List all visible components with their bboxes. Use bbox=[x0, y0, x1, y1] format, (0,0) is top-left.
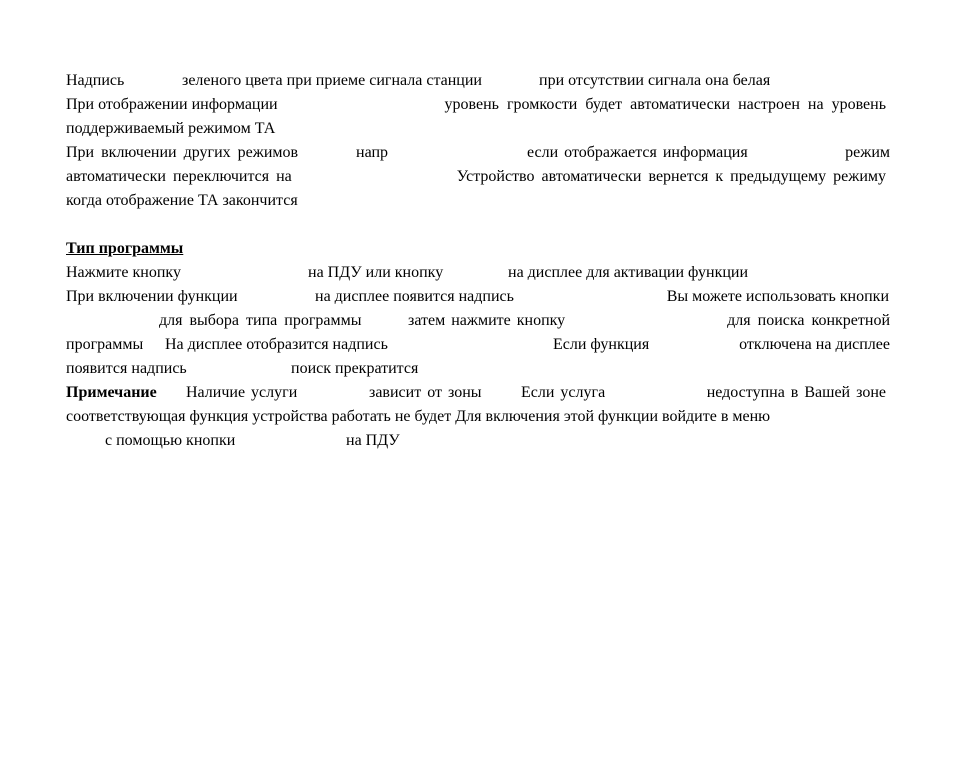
ta-line-4-a: При включении других режимов bbox=[66, 144, 299, 161]
ta-line-3: поддерживаемый режимом ТА bbox=[66, 120, 276, 137]
pty-line-3-c: для поиска конкретной bbox=[727, 312, 890, 329]
note-line-2: соответствующая функция устройства работать не будет Для включения этой функции войдите в меню bbox=[66, 408, 771, 425]
ta-line-1-b: зеленого цвета при приеме сигнала станции bbox=[182, 72, 482, 89]
ta-line-4-d: режим bbox=[845, 144, 890, 161]
pty-line-4 bbox=[66, 335, 890, 355]
ta-line-4-c: если отображается информация bbox=[527, 144, 748, 161]
pty-line-4-d: отключена на дисплее bbox=[739, 336, 890, 353]
ta-line-1-a: Надпись bbox=[66, 72, 125, 89]
pty-line-3 bbox=[66, 311, 890, 331]
ta-line-2-b: уровень громкости будет автоматически настроен на уровень bbox=[444, 96, 886, 113]
ta-line-4 bbox=[66, 143, 890, 163]
pty-line-2-a: При включении функции bbox=[66, 288, 238, 305]
pty-line-1-a: Нажмите кнопку bbox=[66, 264, 181, 281]
pty-line-2-b: на дисплее появится надпись bbox=[315, 288, 514, 305]
pty-line-2-c: Вы можете использовать кнопки bbox=[666, 288, 889, 305]
note-line-1-c: Если услуга bbox=[521, 384, 606, 401]
ta-line-1-c: при отсутствии сигнала она белая bbox=[539, 72, 771, 89]
note-line-3-a: с помощью кнопки bbox=[105, 432, 236, 449]
note-label: Примечание bbox=[66, 384, 157, 401]
pty-line-3-a: для выбора типа программы bbox=[159, 312, 362, 329]
note-line-1 bbox=[66, 383, 890, 403]
note-line-1-a: Наличие услуги bbox=[186, 384, 298, 401]
section-heading-pty: Тип программы bbox=[66, 240, 184, 257]
ta-line-6: когда отображение ТА закончится bbox=[66, 192, 298, 209]
pty-line-4-b: На дисплее отобразится надпись bbox=[165, 336, 388, 353]
pty-line-1-b: на ПДУ или кнопку bbox=[308, 264, 444, 281]
pty-line-2 bbox=[66, 287, 890, 307]
note-line-1-b: зависит от зоны bbox=[369, 384, 482, 401]
pty-line-1-c: на дисплее для активации функции bbox=[508, 264, 749, 281]
ta-line-5-b: Устройство автоматически вернется к предыдущему режиму bbox=[456, 168, 886, 185]
pty-line-4-c: Если функция bbox=[553, 336, 650, 353]
ta-line-2 bbox=[66, 95, 890, 115]
pty-line-5-b: поиск прекратится bbox=[291, 360, 419, 377]
ta-line-5-a: автоматически переключится на bbox=[66, 168, 292, 185]
ta-line-5 bbox=[66, 167, 890, 187]
note-line-1-d: недоступна в Вашей зоне bbox=[706, 384, 886, 401]
ta-line-4-b: напр bbox=[356, 144, 389, 161]
pty-line-3-b: затем нажмите кнопку bbox=[408, 312, 566, 329]
note-line-3-b: на ПДУ bbox=[346, 432, 400, 449]
pty-line-4-a: программы bbox=[66, 336, 144, 353]
ta-line-2-a: При отображении информации bbox=[66, 96, 278, 113]
pty-line-5-a: появится надпись bbox=[66, 360, 187, 377]
